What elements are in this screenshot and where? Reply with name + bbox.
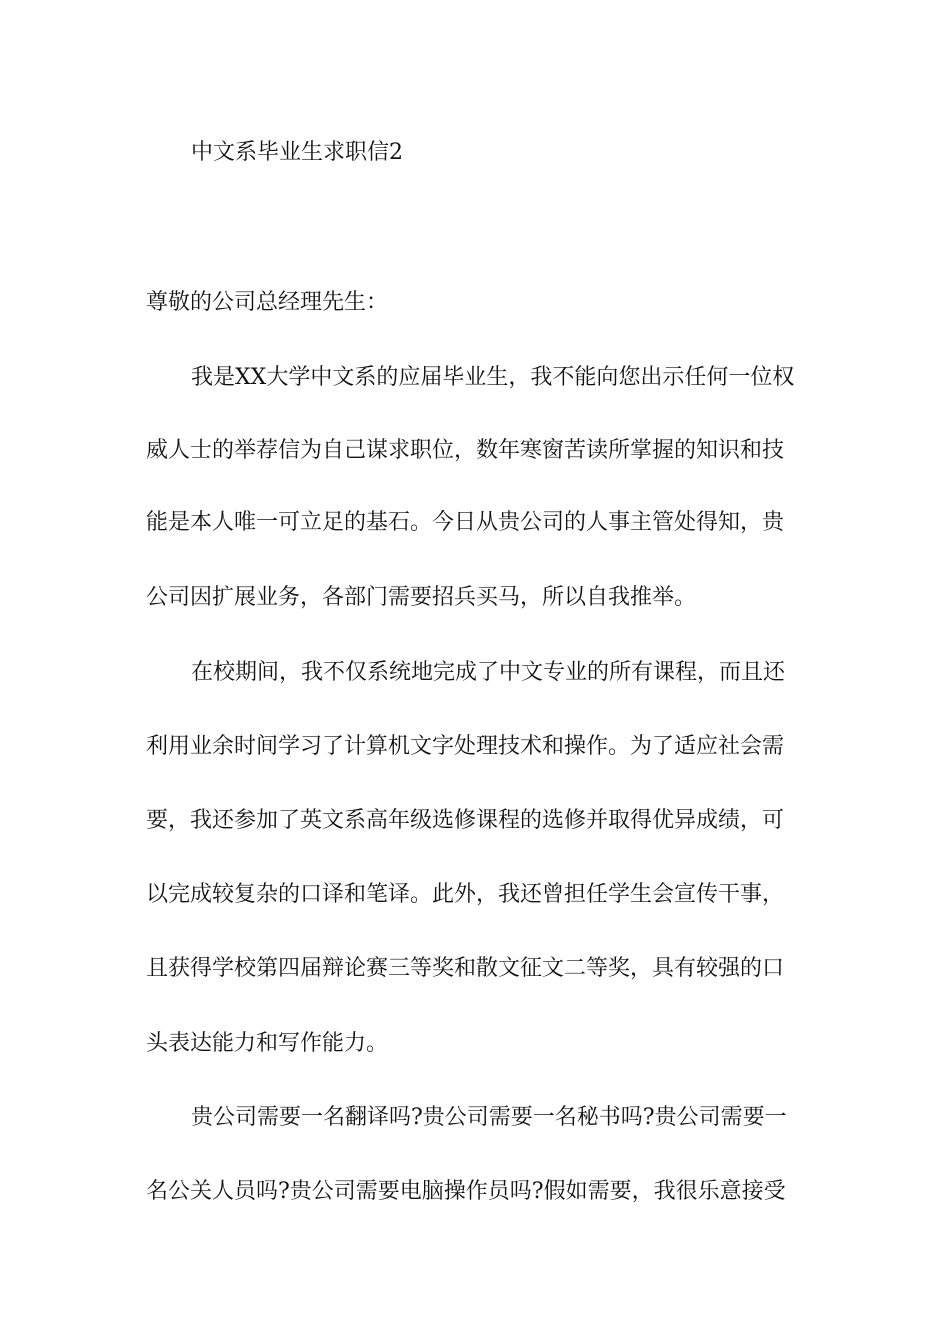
paragraph-2-line-3: 要，我还参加了英文系高年级选修课程的选修并取得优异成绩，可 [146,808,785,833]
paragraph-3-line-1: 贵公司需要一名翻译吗?贵公司需要一名秘书吗?贵公司需要一 [191,1105,787,1130]
paragraph-2-line-2: 利用业余时间学习了计算机文字处理技术和操作。为了适应社会需 [146,734,785,759]
paragraph-1-line-1: 我是XX大学中文系的应届毕业生，我不能向您出示任何一位权 [191,365,795,390]
salutation: 尊敬的公司总经理先生： [146,290,389,315]
paragraph-2-line-1: 在校期间，我不仅系统地完成了中文专业的所有课程，而且还 [191,660,786,685]
paragraph-1-line-2: 威人士的举荐信为自己谋求职位，数年寒窗苦读所掌握的知识和技 [146,438,785,463]
paragraph-2-line-4: 以完成较复杂的口译和笔译。此外，我还曾担任学生会宣传干事， [146,882,785,907]
paragraph-1-line-4: 公司因扩展业务，各部门需要招兵买马，所以自我推举。 [146,585,697,610]
document-title: 中文系毕业生求职信2 [191,140,403,165]
paragraph-2-line-5: 且获得学校第四届辩论赛三等奖和散文征文二等奖，具有较强的口 [146,956,785,981]
paragraph-1-line-3: 能是本人唯一可立足的基石。今日从贵公司的人事主管处得知，贵 [146,510,785,535]
paragraph-2-line-6: 头表达能力和写作能力。 [146,1031,389,1056]
paragraph-3-line-2: 名公关人员吗?贵公司需要电脑操作员吗?假如需要，我很乐意接受 [146,1179,786,1204]
